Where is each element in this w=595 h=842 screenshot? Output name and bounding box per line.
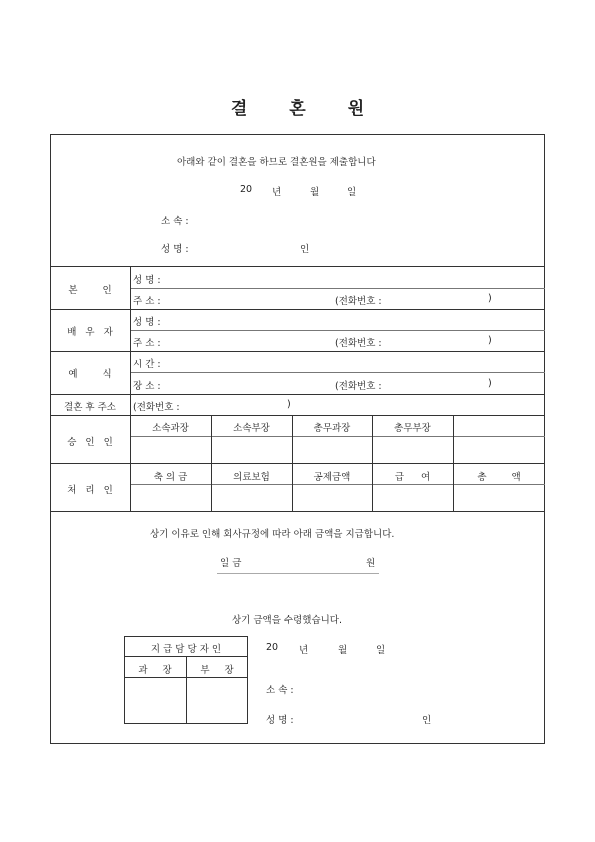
approvers-label: 승 인 인	[67, 437, 113, 448]
processing-col: 급 여	[394, 472, 431, 483]
after-address-phone-label: (전화번호 :	[133, 402, 180, 413]
title-char: 결	[230, 99, 248, 119]
spouse-name-label: 성 명 :	[133, 317, 161, 328]
row-divider	[130, 436, 545, 437]
self-label: 본 인	[68, 285, 112, 296]
row-divider	[130, 484, 545, 485]
date-year: 20	[240, 184, 253, 195]
row-divider	[50, 415, 545, 416]
dept-label: 소 속 :	[161, 216, 189, 227]
processing-col: 총 액	[477, 472, 521, 483]
after-address-phone-close: )	[287, 399, 291, 410]
table-bottom-rule	[50, 511, 545, 512]
table-top-rule	[50, 266, 545, 267]
processing-col: 축 의 금	[153, 472, 188, 483]
approver-col: 총무과장	[313, 423, 351, 434]
amount-underline	[217, 573, 379, 574]
receipt-seal-mark: 인	[422, 715, 432, 726]
self-address-label: 주 소 :	[133, 296, 161, 307]
approver-col: 총무부장	[394, 423, 431, 434]
statement-text: 아래와 같이 결혼을 하므로 결혼원을 제출합니다	[177, 157, 376, 168]
name-label: 성 명 :	[161, 244, 189, 255]
receipt-dept-label: 소 속 :	[266, 685, 294, 696]
self-name-label: 성 명 :	[133, 275, 161, 286]
payer-col-manager: 과 장	[138, 665, 172, 676]
date-day-label: 일	[347, 187, 357, 198]
row-divider	[130, 288, 545, 289]
ceremony-phone-label: (전화번호 :	[335, 381, 382, 392]
approver-col: 소속과장	[152, 423, 189, 434]
title-char: 혼	[289, 99, 306, 119]
amount-label: 일 금	[220, 558, 242, 569]
receipt-date-year-label: 년	[299, 645, 309, 656]
row-divider	[50, 309, 545, 310]
ceremony-label: 예 식	[68, 369, 112, 380]
amount-unit: 원	[366, 558, 376, 569]
ceremony-time-label: 시 간 :	[133, 359, 161, 370]
approver-col: 소속부장	[233, 423, 270, 434]
receipt-date-year: 20	[266, 642, 279, 653]
row-divider	[50, 394, 545, 395]
seal-mark: 인	[300, 244, 310, 255]
page-title	[0, 94, 595, 119]
spouse-address-label: 주 소 :	[133, 338, 161, 349]
payment-statement: 상기 이유로 인해 회사규정에 따라 아래 금액을 지급합니다.	[150, 529, 395, 540]
ceremony-place-label: 장 소 :	[133, 381, 161, 392]
payer-box-title: 지 급 담 당 자 인	[150, 644, 222, 655]
row-divider	[50, 351, 545, 352]
processing-label: 처 리 인	[67, 485, 113, 496]
receipt-date-day-label: 일	[376, 645, 386, 656]
title-char: 원	[347, 99, 365, 119]
receipt-date-month-label: 월	[338, 645, 348, 656]
grid-column-rule	[453, 415, 454, 511]
row-divider	[130, 330, 545, 331]
self-phone-close: )	[488, 293, 492, 304]
date-month-label: 월	[310, 187, 320, 198]
spouse-phone-close: )	[488, 335, 492, 346]
spouse-label: 배 우 자	[67, 327, 113, 338]
after-address-label: 결혼 후 주소	[64, 402, 116, 413]
processing-col: 공제금액	[313, 472, 351, 483]
row-divider	[50, 463, 545, 464]
spouse-phone-label: (전화번호 :	[335, 338, 382, 349]
payer-col-director: 부 장	[200, 665, 234, 676]
processing-col: 의료보험	[233, 472, 270, 483]
row-divider	[130, 372, 545, 373]
receipt-statement: 상기 금액을 수령했습니다.	[232, 615, 343, 626]
ceremony-phone-close: )	[488, 378, 492, 389]
date-year-label: 년	[272, 187, 282, 198]
self-phone-label: (전화번호 :	[335, 296, 382, 307]
receipt-name-label: 성 명 :	[266, 715, 294, 726]
